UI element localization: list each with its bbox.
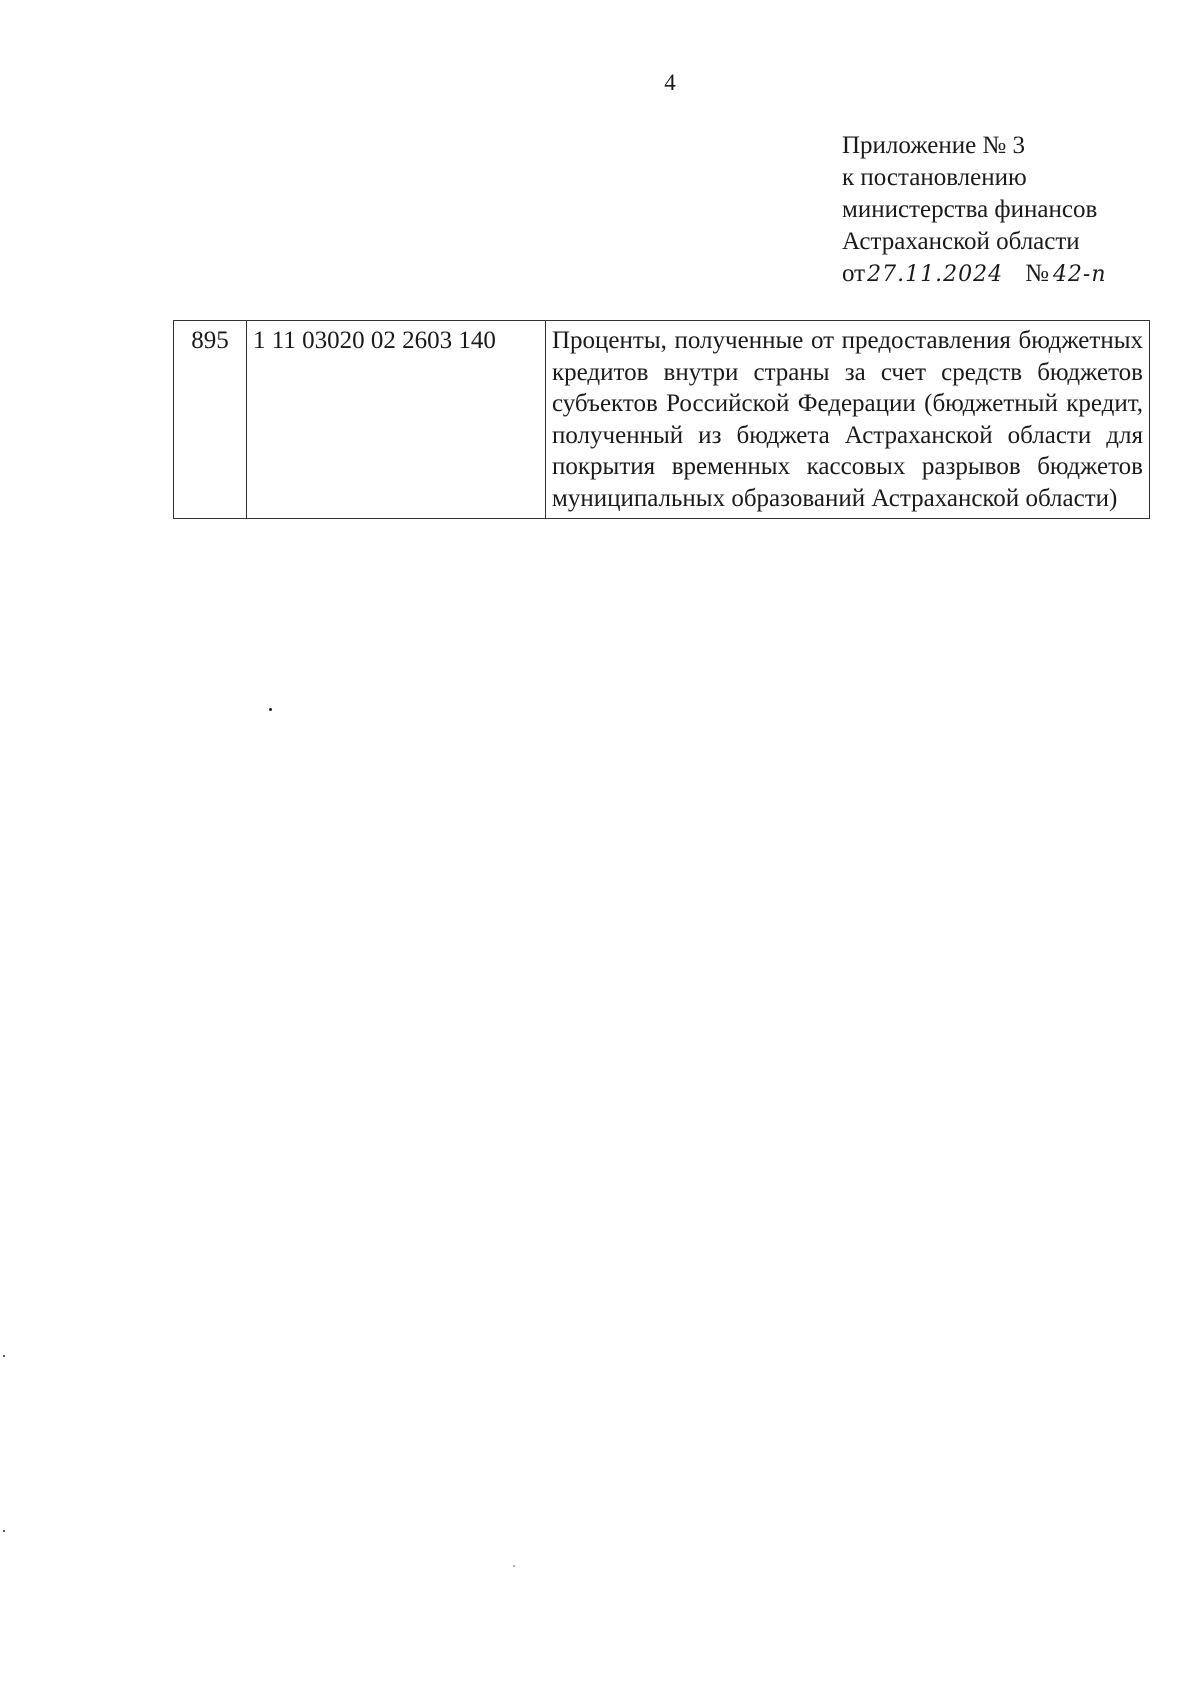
appendix-ministry-line: министерства финансов bbox=[842, 196, 1098, 223]
scan-speck bbox=[3, 1530, 5, 1532]
revenue-name-cell: Проценты, полученные от предоставления бюджетных кредитов внутри страны за счет средств бюджетов субъектов Российской Федерации (бюджетный кредит, полученный из бюджета Астраханской области для покрытия временных кассовых разрывов бюджетов муниципальных образований Астраханской области) bbox=[546, 321, 1150, 519]
budget-code-cell: 1 11 03020 02 2603 140 bbox=[247, 321, 546, 519]
budget-codes-table bbox=[173, 320, 1150, 519]
appendix-header bbox=[842, 130, 1107, 291]
handwritten-number: 42-п bbox=[1052, 262, 1107, 287]
handwritten-date: 27.11.2024 bbox=[867, 262, 1004, 287]
appendix-region-line: Астраханской области bbox=[842, 228, 1080, 255]
scan-speck bbox=[513, 1565, 515, 1567]
scan-speck bbox=[3, 1355, 5, 1357]
scan-speck bbox=[269, 708, 272, 711]
appendix-resolution-line: к постановлению bbox=[842, 164, 1027, 191]
appendix-date-number-line bbox=[842, 258, 1107, 291]
appendix-title: Приложение № 3 bbox=[842, 132, 1026, 159]
table-row bbox=[174, 321, 1150, 519]
admin-code-cell: 895 bbox=[174, 321, 247, 519]
page-number: 4 bbox=[664, 70, 676, 95]
date-prefix: от bbox=[842, 260, 866, 287]
number-prefix: № bbox=[1025, 260, 1049, 287]
